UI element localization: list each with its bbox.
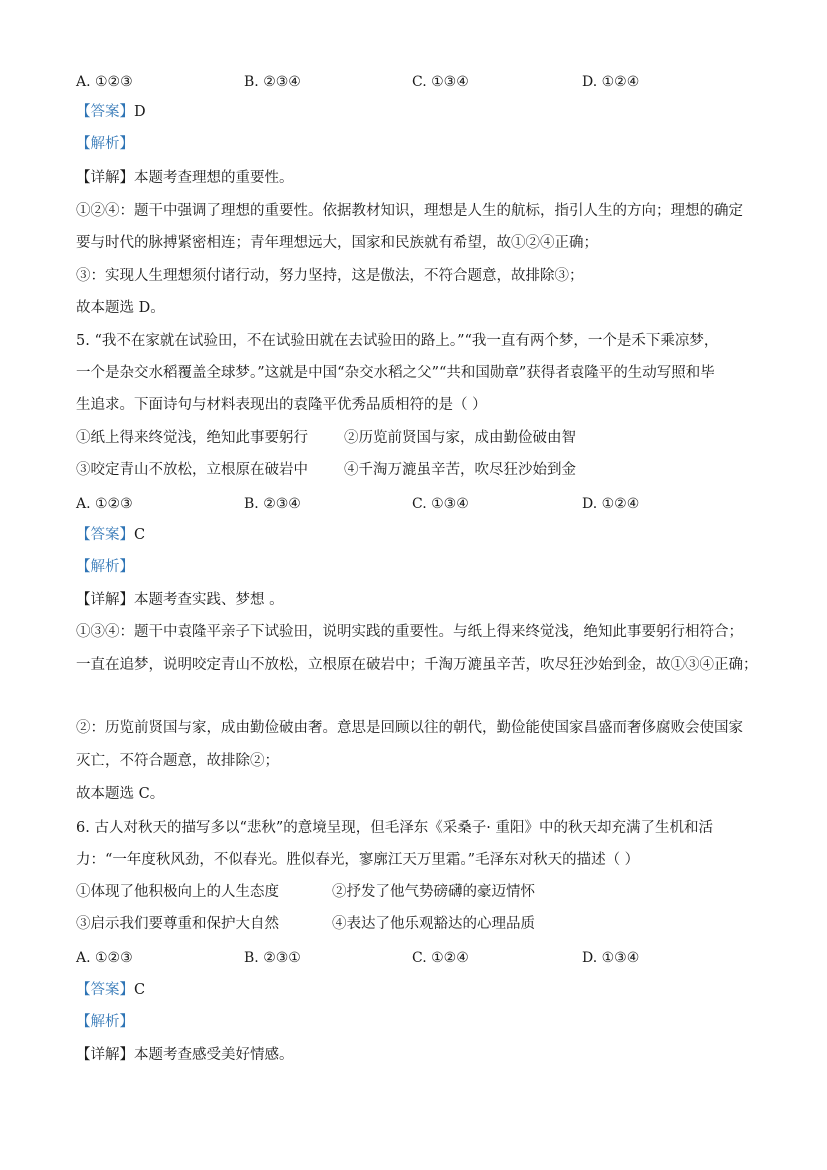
conclusion-line: 故本题选 D。 <box>76 300 165 316</box>
analysis-tag: 【解析】 <box>76 136 134 152</box>
answer-value: C <box>134 982 146 998</box>
statement: ③咬定青山不放松，立根原在破岩中 <box>76 462 308 478</box>
answer-tag: 【答案】 <box>76 104 134 120</box>
question-stem: 一个是杂交水稻覆盖全球梦。”这就是中国“杂交水稻之父”“共和国勋章”获得者袁隆平的生动写照和毕 <box>76 365 715 381</box>
option-d: D. ①②④ <box>582 496 640 512</box>
option-c: C. ①②④ <box>412 950 469 966</box>
answer-line <box>76 525 145 545</box>
detail-line <box>76 590 284 610</box>
answer-tag: 【答案】 <box>76 527 134 543</box>
detail-text: 本题考查实践、梦想 。 <box>134 592 284 608</box>
option-b: B. ②③④ <box>244 496 301 512</box>
option-c: C. ①③④ <box>412 496 469 512</box>
answer-line <box>76 102 146 122</box>
explanation-line: ①③④：题干中袁隆平亲子下试验田，说明实践的重要性。与纸上得来终觉浅，绝知此事要躬行相符合； <box>76 624 743 640</box>
option-d: D. ①②④ <box>582 74 640 90</box>
question-stem: 5. “我不在家就在试验田，不在试验田就在去试验田的路上。”“我一直有两个梦，一个是禾下乘凉梦， <box>76 333 719 349</box>
option-c: C. ①③④ <box>412 74 469 90</box>
answer-tag: 【答案】 <box>76 982 134 998</box>
statement: ①纸上得来终觉浅，绝知此事要躬行 <box>76 430 308 446</box>
explanation-line: 灭亡，不符合题意，故排除②； <box>76 753 279 769</box>
conclusion-line: 故本题选 C。 <box>76 786 165 802</box>
option-a: A. ①②③ <box>76 950 133 966</box>
detail-text: 本题考查理想的重要性。 <box>134 170 294 186</box>
detail-tag: 【详解】 <box>76 170 134 186</box>
statement-row <box>76 914 535 934</box>
detail-tag: 【详解】 <box>76 592 134 608</box>
answer-value: C <box>134 527 146 543</box>
question-stem: 生追求。下面诗句与材料表现出的袁隆平优秀品质相符的是（ ） <box>76 397 487 413</box>
detail-line <box>76 1045 294 1065</box>
explanation-line: ①②④：题干中强调了理想的重要性。依据教材知识，理想是人生的航标，指引人生的方向；理想的确定 <box>76 203 743 219</box>
explanation-line: 要与时代的脉搏紧密相连；青年理想远大，国家和民族就有希望，故①②④正确； <box>76 235 598 251</box>
statement: ③启示我们要尊重和保护大自然 <box>76 916 279 932</box>
answer-line <box>76 980 145 1000</box>
statement: ④千淘万漉虽辛苦，吹尽狂沙始到金 <box>344 462 576 478</box>
analysis-tag: 【解析】 <box>76 1014 134 1030</box>
statement: ②抒发了他气势磅礴的豪迈情怀 <box>332 884 535 900</box>
explanation-line: ③：实现人生理想须付诸行动，努力坚持，这是傲法，不符合题意，故排除③； <box>76 268 584 284</box>
statement-row <box>76 428 576 448</box>
question-stem: 力：“一年度秋风劲，不似春光。胜似春光，寥廓江天万里霜。”毛泽东对秋天的描述（ ） <box>76 852 640 868</box>
statement: ②历览前贤国与家，成由勤俭破由智 <box>344 430 576 446</box>
statement: ①体现了他积极向上的人生态度 <box>76 884 279 900</box>
analysis-tag: 【解析】 <box>76 559 134 575</box>
option-a: A. ①②③ <box>76 496 133 512</box>
statement: ④表达了他乐观豁达的心理品质 <box>332 916 535 932</box>
option-a: A. ①②③ <box>76 74 133 90</box>
detail-text: 本题考查感受美好情感。 <box>134 1047 294 1063</box>
option-b: B. ②③① <box>244 950 301 966</box>
option-b: B. ②③④ <box>244 74 301 90</box>
detail-tag: 【详解】 <box>76 1047 134 1063</box>
detail-line <box>76 168 294 188</box>
explanation-line: 一直在追梦，说明咬定青山不放松，立根原在破岩中；千淘万漉虽辛苦，吹尽狂沙始到金，故①③④正确； <box>76 657 758 673</box>
answer-value: D <box>134 104 146 120</box>
explanation-line: ②：历览前贤国与家，成由勤俭破由奢。意思是回顾以往的朝代，勤俭能使国家昌盛而奢侈腐败会使国家 <box>76 720 743 736</box>
statement-row <box>76 460 576 480</box>
statement-row <box>76 882 535 902</box>
option-d: D. ①③④ <box>582 950 640 966</box>
question-stem: 6. 古人对秋天的描写多以“悲秋”的意境呈现，但毛泽东《采桑子· 重阳》中的秋天却充满了生机和活 <box>76 820 713 836</box>
